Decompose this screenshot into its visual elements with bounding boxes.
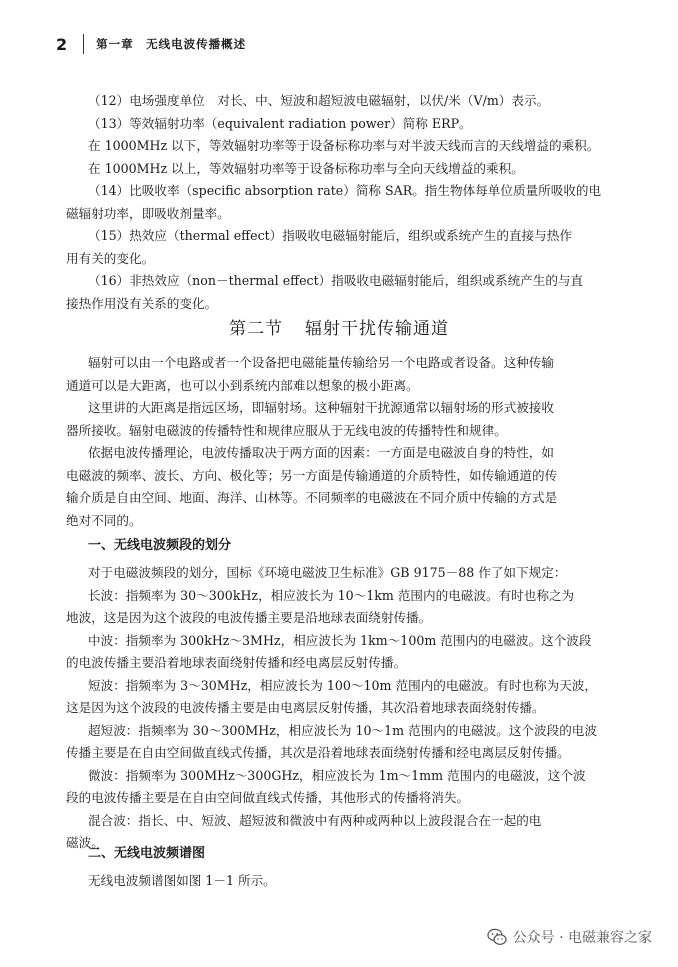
text-line: （16）非热效应（non－thermal effect）指吸收电磁辐射能后，组织或系统产生的与直 (88, 273, 584, 288)
text-line: 传播主要是在自由空间做直线式传播，其次是沿着地球表面绕射传播和经电离层反射传播。 (66, 745, 570, 760)
text-line: 接热作用没有关系的变化。 (66, 295, 218, 311)
text-line: 微波：指频率为 300MHz～300GHz，相应波长为 1m～1mm 范围内的电磁波，这个波 (88, 767, 586, 783)
paragraph (66, 270, 616, 315)
text-line: 长波：指频率为 30～300kHz，相应波长为 10～1km 范围内的电磁波。有时也称之为 (88, 587, 575, 603)
text-line: 地波，这是因为这个波段的电波传播主要是沿地球表面绕射传播。 (66, 610, 432, 625)
paragraph (88, 562, 616, 585)
paragraph (66, 720, 616, 765)
band-division-block (66, 562, 616, 855)
paragraph (66, 585, 616, 630)
section-number: 第二节 (229, 319, 283, 339)
text-line: 超短波：指频率为 30～300MHz，相应波长为 10～1m 范围内的电磁波。这个波段的电波 (88, 722, 597, 738)
paragraph (66, 442, 616, 532)
paragraph (88, 158, 616, 181)
text-line: （15）热效应（thermal effect）指吸收电磁辐射能后，组织或系统产生的直接与热作 (88, 228, 572, 243)
paragraph (88, 113, 616, 136)
paragraph (66, 630, 616, 675)
subheading-spectrum-chart: 二、无线电波频谱图 (88, 846, 206, 861)
text-line: 中波：指频率为 300kHz～3MHz，相应波长为 1km～100m 范围内的电磁波。这个波段 (88, 632, 592, 648)
text-line: 磁波。 (66, 835, 104, 850)
text-line: 段的电波传播主要是在自由空间做直线式传播，其他形式的传播将消失。 (66, 790, 469, 805)
text-line: 这里讲的大距离是指远区场，即辐射场。这种辐射干扰源通常以辐射场的形式被接收 (88, 400, 554, 415)
paragraph (66, 397, 616, 442)
text-line: 器所接收。辐射电磁波的传播特性和规律应服从于无线电波的传播特性和规律。 (66, 422, 507, 438)
paragraph (66, 180, 616, 225)
spectrum-ref-block (88, 870, 616, 893)
watermark (483, 925, 656, 949)
text-line: 在 1000MHz 以下，等效辐射功率等于设备标称功率与对半波天线而言的天线增益的乘积。 (88, 138, 600, 153)
text-line: （12）电场强度单位 对长、中、短波和超短波电磁辐射，以伏/米（V/m）表示。 (88, 93, 550, 108)
text-line: 混合波：指长、中、短波、超短波和微波中有两种或两种以上波段混合在一起的电 (88, 812, 542, 828)
subheading-band-division: 一、无线电波频段的划分 (88, 538, 232, 553)
text-line: 通道可以是大距离，也可以小到系统内部难以想象的极小距离。 (66, 377, 419, 393)
text-line: 对于电磁波频段的划分，国标《环境电磁波卫生标准》GB 9175－88 作了如下规定： (88, 565, 567, 580)
text-line: 输介质是自由空间、地面、海洋、山林等。不同频率的电磁波在不同介质中传输的方式是 (66, 490, 558, 505)
text-line: 在 1000MHz 以上，等效辐射功率等于设备标称功率与全向天线增益的乘积。 (88, 160, 524, 176)
paragraph (66, 765, 616, 810)
header-divider (83, 34, 84, 54)
paragraph (88, 90, 616, 113)
text-line: （14）比吸收率（specific absorption rate）简称 SAR。指生物体每单位质量所吸收的电 (88, 183, 602, 198)
text-line: 电磁波的频率、波长、方向、极化等；另一方面是传输通道的介质特性，如传输通道的传 (66, 467, 558, 483)
running-title: 第一章 无线电波传播概述 (96, 37, 247, 51)
intro-block (66, 352, 616, 532)
paragraph (88, 135, 616, 158)
paragraph (66, 352, 616, 397)
text-line: 绝对不同的。 (66, 512, 142, 528)
text-line: 磁辐射功率，即吸收剂量率。 (66, 205, 230, 221)
text-line: 用有关的变化。 (66, 250, 155, 266)
text-line: 无线电波频谱图如图 1－1 所示。 (88, 873, 276, 888)
text-line: 依据电波传播理论，电波传播取决于两方面的因素：一方面是电磁波自身的特性，如 (88, 445, 554, 460)
text-line: 短波：指频率为 3～30MHz，相应波长为 100～10m 范围内的电磁波。有时也称为天波， (88, 677, 597, 693)
paragraph (66, 675, 616, 720)
section-heading (0, 314, 678, 339)
paragraph (66, 225, 616, 270)
text-line: 辐射可以由一个电路或者一个设备把电磁能量传输给另一个电路或者设备。这种传输 (88, 355, 554, 370)
text-line: 这是因为这个波段的电波传播主要是由电离层反射传播，其次沿着地球表面绕射传播。 (66, 700, 545, 715)
wechat-icon (487, 928, 507, 946)
page-header (56, 32, 246, 56)
paragraph (88, 870, 616, 893)
text-line: 的电波传播主要沿着地球表面绕射传播和经电离层反射传播。 (66, 655, 407, 670)
text-line: （13）等效辐射功率（equivalent radiation power）简称 ERP。 (88, 115, 472, 131)
watermark-text: 公众号 · 电磁兼容之家 (512, 930, 652, 946)
page-number: 2 (56, 34, 68, 54)
section-title: 辐射干扰传输通道 (305, 319, 449, 339)
definitions-block (66, 90, 616, 315)
